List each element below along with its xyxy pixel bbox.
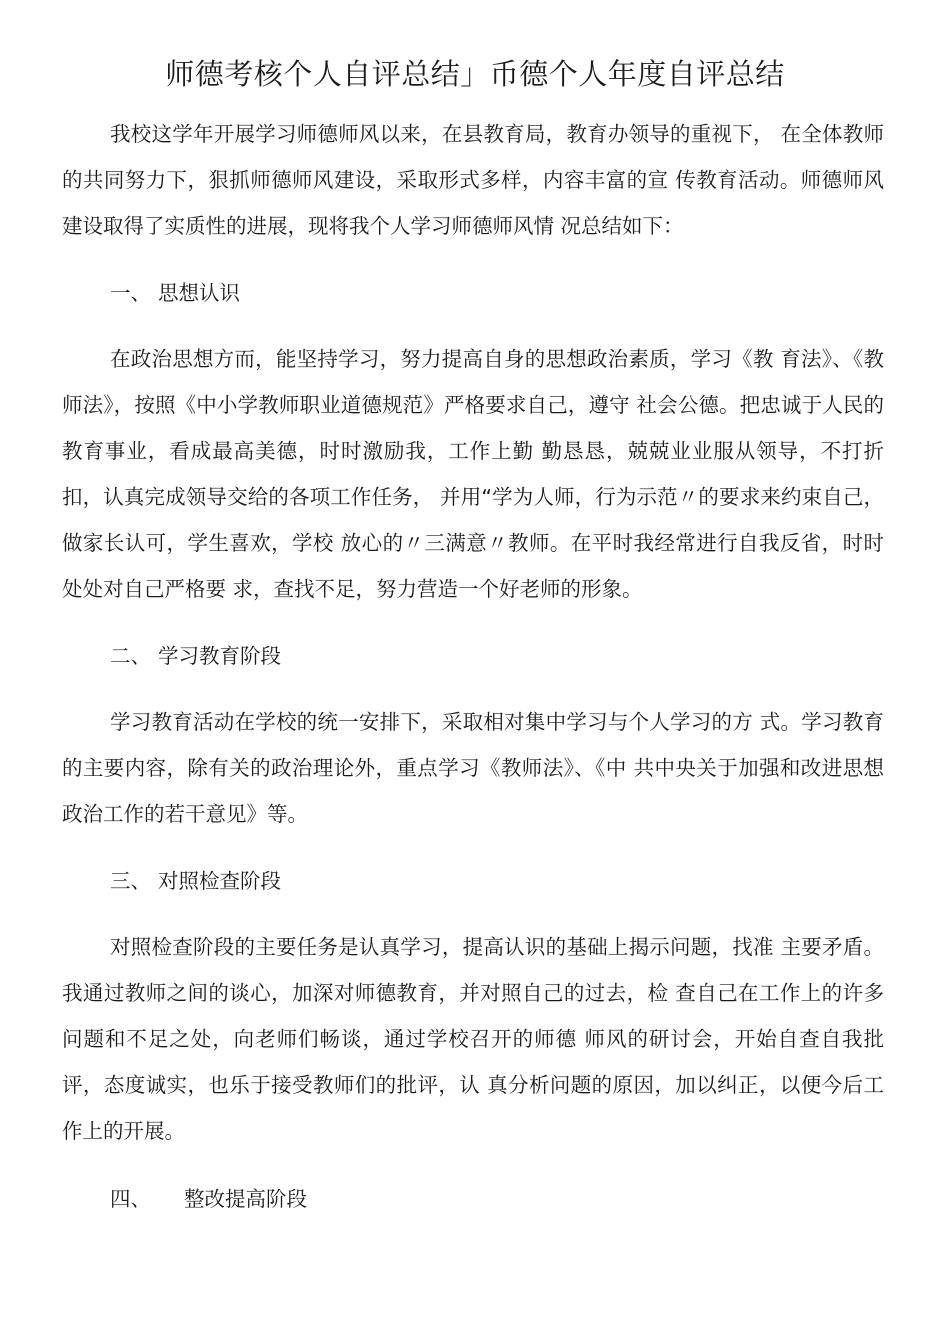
section-heading-1 xyxy=(110,270,240,316)
section-number-1: 一、 xyxy=(110,281,151,305)
section-number-4: 四、 xyxy=(110,1187,151,1211)
section-number-3: 三、 xyxy=(110,869,151,893)
section-title-4: 整改提高阶段 xyxy=(184,1187,307,1211)
section-number-2: 二、 xyxy=(110,644,151,668)
section-body-3: 对照检查阶段的主要任务是认真学习，提高认识的基础上揭示问题，找准 主要矛盾。我通过教师之间的谈心，加深对师德教育，并对照自己的过去，检 查自己在工作上的许多问题和不足之处，向老师们畅谈，通过学校召开的师德 师风的研讨会，开始自查自我批评，态度诚实，也乐于接受教师们的批评，认 真分析问题的原因，加以纠正，以便今后工作上的开展。 xyxy=(62,935,884,1143)
section-heading-4 xyxy=(110,1176,307,1222)
section-title-1: 思想认识 xyxy=(158,281,240,305)
section-title-3: 对照检查阶段 xyxy=(158,869,281,893)
section-body-1: 在政治思想方而，能坚持学习，努力提高自身的思想政治素质，学习《教 育法》、《教师法》，按照《中小学教师职业道德规范》严格要求自己，遵守 社会公德。把忠诚于人民的教育事业，看成最高美德，时时激励我，工作上勤 勤恳恳，兢兢业业服从领导，不打折扣，认真完成领导交给的各项工作任务， 并用“学为人师，行为示范〃的要求来约束自己，做家长认可，学生喜欢，学校 放心的〃三满意〃教师。在平时我经常进行自我反省，时时处处对自己严格要 求，查找不足，努力营造一个好老师的形象。 xyxy=(62,347,884,601)
section-heading-3 xyxy=(110,858,281,904)
section-heading-2 xyxy=(110,633,281,679)
document-title: 师德考核个人自评总结」币德个人年度自评总结 xyxy=(165,57,785,91)
section-body-2: 学习教育活动在学校的统一安排下，采取相对集中学习与个人学习的方 式。学习教育的主要内容，除有关的政治理论外，重点学习《教师法》、《中 共中央关于加强和改进思想政治工作的若干意见》等。 xyxy=(62,710,884,826)
section-title-2: 学习教育阶段 xyxy=(158,644,281,668)
intro-paragraph: 我校这学年开展学习师德师风以来，在县教育局，教育办领导的重视下， 在全体教师的共同努力下，狠抓师德师风建设，采取形式多样，内容丰富的宣 传教育活动。师德师风建设取得了实质性的进展，现将我个人学习师德师风情 况总结如下： xyxy=(62,122,884,238)
